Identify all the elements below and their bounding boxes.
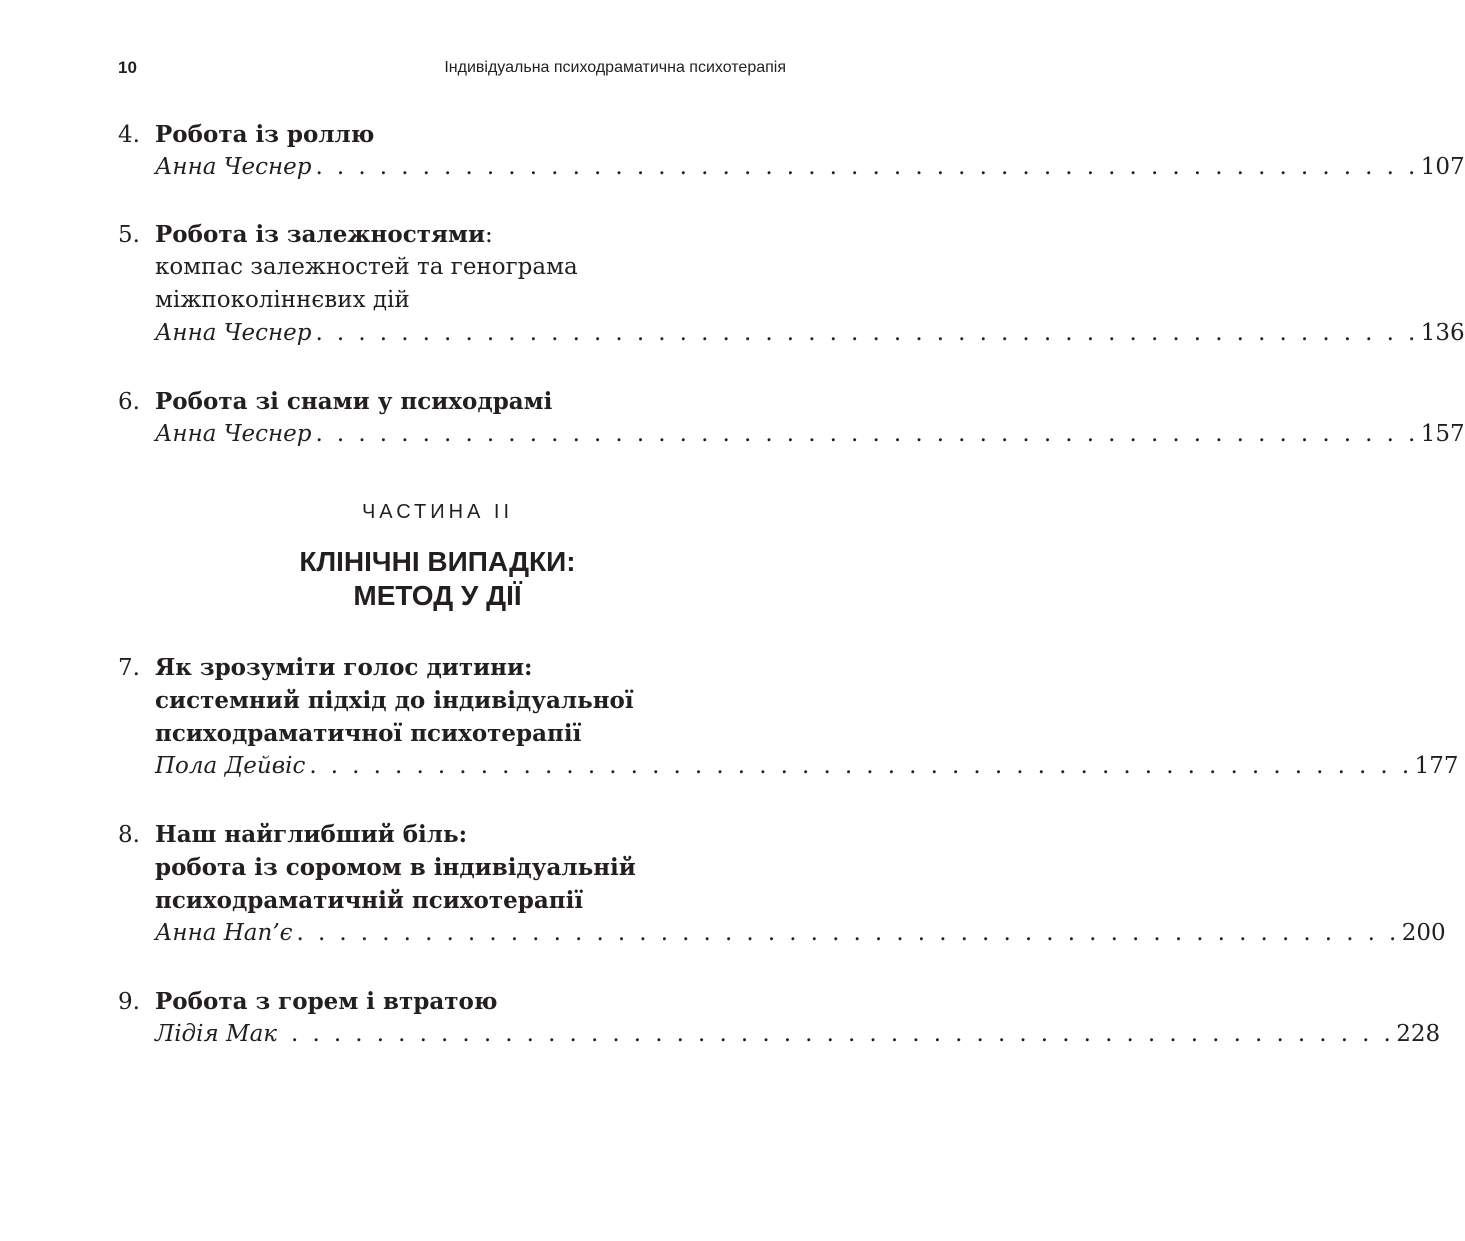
entry-number: 5. <box>118 222 140 248</box>
entry-page: 136 <box>1420 320 1465 346</box>
entry-page: 177 <box>1414 753 1459 779</box>
entry-title: Робота зі снами у психодрамі <box>155 388 553 415</box>
entry-page: 107 <box>1420 154 1465 180</box>
entry-page: 157 <box>1420 421 1465 447</box>
toc-entry-9 <box>118 985 1441 1051</box>
entry-author: Анна Чеснер <box>155 154 312 180</box>
dot-leader: . . . . . . . . . . . . . . . . . . . . . . . . . . . . . . . . . . . . . . . . . . . . . . . . . . . . <box>315 320 1419 346</box>
toc-entry-author-line <box>118 750 1459 783</box>
dot-leader: . . . . . . . . . . . . . . . . . . . . . . . . . . . . . . . . . . . . . . . . . . . . . . . . . . . . <box>291 1021 1395 1047</box>
toc-entry-heading <box>118 385 786 418</box>
entry-number: 6. <box>118 389 140 415</box>
toc-entry-heading <box>118 818 786 851</box>
entry-author: Лідія Мак <box>155 1021 278 1047</box>
toc-entry-author-line <box>118 151 1465 184</box>
part-label: ЧАСТИНА II <box>361 501 514 523</box>
toc-entry-6 <box>118 385 1465 451</box>
part-title-line-2: МЕТОД У ДІЇ <box>353 580 522 611</box>
page-number: 10 <box>118 58 137 77</box>
running-title: Індивідуальна психодраматична психотерапія <box>444 59 786 76</box>
toc-entry-author-line <box>118 317 1465 350</box>
entry-subtitle-line: робота із соромом в індивідуальній <box>155 854 636 881</box>
entry-page: 200 <box>1401 920 1446 946</box>
toc-entry-heading <box>118 651 786 684</box>
toc-entry-heading <box>118 118 786 151</box>
entry-author: Анна Нап’є <box>155 920 293 946</box>
dot-leader: . . . . . . . . . . . . . . . . . . . . . . . . . . . . . . . . . . . . . . . . . . . . . . . . . . . . <box>309 753 1413 779</box>
part-title-line-1: КЛІНІЧНІ ВИПАДКИ: <box>299 546 576 577</box>
toc-entry-author-line <box>118 917 1446 950</box>
dot-leader: . . . . . . . . . . . . . . . . . . . . . . . . . . . . . . . . . . . . . . . . . . . . . . . . . . . . <box>315 421 1419 447</box>
toc-entry-author-line <box>118 418 1465 451</box>
part-title <box>0 545 875 613</box>
entry-number: 9. <box>118 989 140 1015</box>
entry-subtitle-line: психодраматичної психотерапії <box>155 720 582 747</box>
entry-number: 4. <box>118 122 140 148</box>
entry-subtitle-line: системний підхід до індивідуальної <box>155 687 634 714</box>
entry-number: 8. <box>118 822 140 848</box>
toc-entry-8 <box>118 818 1446 950</box>
entry-title: Робота із роллю <box>155 121 375 148</box>
toc-entry-7 <box>118 651 1459 783</box>
toc-entry-4 <box>118 118 1465 184</box>
entry-title: Робота із залежностями <box>155 221 486 248</box>
toc-entry-5 <box>118 218 1465 350</box>
entry-subtitle-line: міжпоколіннєвих дій <box>155 287 410 313</box>
entry-author: Пола Дейвіс <box>155 753 306 779</box>
entry-title: Робота з горем і втратою <box>155 988 498 1015</box>
entry-author: Анна Чеснер <box>155 320 312 346</box>
entry-number: 7. <box>118 655 140 681</box>
toc-entry-author-line <box>118 1018 1441 1051</box>
entry-subtitle-line: психодраматичній психотерапії <box>155 887 584 914</box>
entry-title: Наш найглибший біль: <box>155 821 468 848</box>
entry-title: Як зрозуміти голос дитини: <box>155 654 533 681</box>
entry-page: 228 <box>1396 1021 1441 1047</box>
dot-leader: . . . . . . . . . . . . . . . . . . . . . . . . . . . . . . . . . . . . . . . . . . . . . . . . . . . . <box>315 154 1419 180</box>
entry-subtitle-line: компас залежностей та генограма <box>155 254 578 280</box>
entry-author: Анна Чеснер <box>155 421 312 447</box>
dot-leader: . . . . . . . . . . . . . . . . . . . . . . . . . . . . . . . . . . . . . . . . . . . . . . . . . . . . <box>296 920 1400 946</box>
toc-entry-heading <box>118 985 786 1018</box>
toc-entry-heading <box>118 218 786 251</box>
entry-title-suffix: : <box>485 222 493 248</box>
